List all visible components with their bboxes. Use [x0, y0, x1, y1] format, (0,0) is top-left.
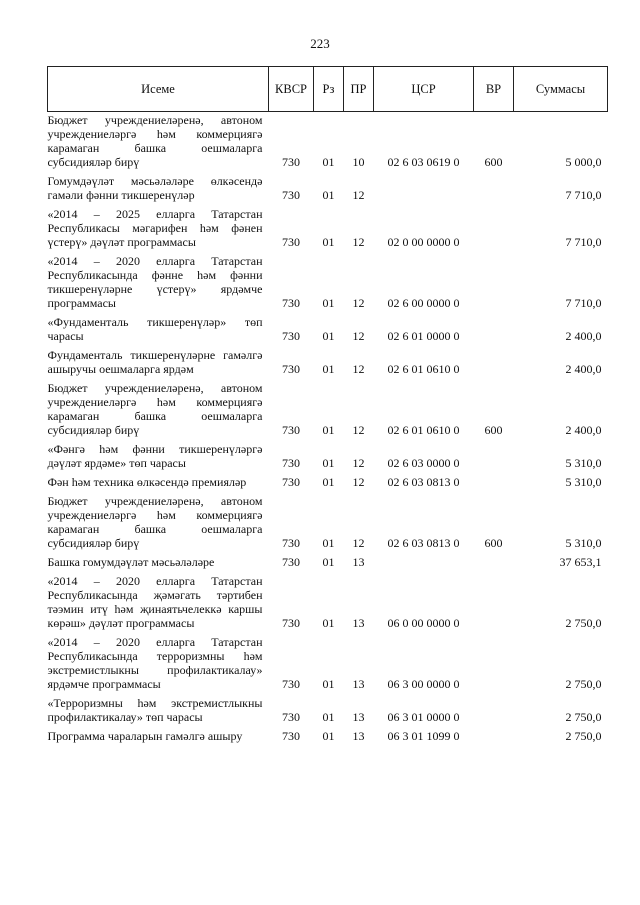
cell-kvsr: 730: [282, 710, 300, 724]
cell-pr: 12: [352, 475, 365, 489]
cell-pr: 12: [352, 536, 365, 550]
cell-vr: [474, 207, 514, 254]
cell-rz: 01: [322, 555, 335, 569]
cell-sum: 5 000,0: [565, 155, 602, 169]
header-name: Исеме: [48, 67, 269, 112]
cell-rz: 01: [322, 423, 335, 437]
cell-sum: 7 710,0: [565, 188, 602, 202]
table-row: [48, 574, 608, 635]
table-header-row: [48, 67, 608, 112]
cell-vr: [474, 574, 514, 635]
cell-pr: 12: [352, 423, 365, 437]
cell-csr: 06 3 01 0000 0: [387, 710, 460, 724]
cell-name: Фундаменталь тикшеренүләрне гамәлгә ашыручы оешмаларга ярдәм: [47, 348, 263, 376]
table-row: [48, 494, 608, 555]
cell-csr: [374, 555, 474, 574]
cell-rz: 01: [322, 536, 335, 550]
cell-sum: 2 400,0: [565, 423, 602, 437]
cell-pr: 12: [352, 296, 365, 310]
table-row: [48, 635, 608, 696]
cell-kvsr: 730: [282, 155, 300, 169]
cell-vr: 600: [484, 536, 503, 550]
header-rz: Рз: [314, 67, 344, 112]
cell-vr: 600: [484, 423, 503, 437]
cell-rz: 01: [322, 729, 335, 743]
cell-kvsr: 730: [282, 536, 300, 550]
table-row: [48, 207, 608, 254]
cell-rz: 01: [322, 710, 335, 724]
cell-name: Бюджет учреждениеләренә, автоном учреждениеләргә һәм коммерциягә карамаган башка оешмаларга субсидияләр бирү: [47, 494, 263, 550]
cell-vr: [474, 729, 514, 748]
cell-rz: 01: [322, 329, 335, 343]
cell-kvsr: 730: [282, 235, 300, 249]
cell-csr: 02 0 00 0000 0: [387, 235, 460, 249]
table-row: [48, 254, 608, 315]
cell-name: Гомумдәүләт мәсьәләләре өлкәсендә гамәли фәнни тикшеренүләр: [47, 174, 263, 202]
cell-pr: 12: [352, 362, 365, 376]
cell-name: «2014 – 2020 елларга Татарстан Республикасында фәнне һәм фәнни тикшеренүләрне үстерү» ярдәмче программасы: [47, 254, 263, 310]
cell-csr: 02 6 03 0000 0: [387, 456, 460, 470]
cell-csr: 02 6 03 0619 0: [387, 155, 460, 169]
cell-vr: 600: [484, 155, 503, 169]
cell-pr: 13: [352, 710, 365, 724]
cell-name: «2014 – 2025 елларга Татарстан Республикасы мәгарифен һәм фәнен үстерү» дәүләт программасы: [47, 207, 263, 249]
table-row: [48, 442, 608, 475]
cell-vr: [474, 555, 514, 574]
header-sum: Суммасы: [514, 67, 608, 112]
cell-kvsr: 730: [282, 475, 300, 489]
cell-kvsr: 730: [282, 616, 300, 630]
cell-kvsr: 730: [282, 456, 300, 470]
cell-sum: 2 750,0: [565, 710, 602, 724]
cell-sum: 2 400,0: [565, 329, 602, 343]
cell-vr: [474, 174, 514, 207]
cell-pr: 13: [352, 616, 365, 630]
cell-pr: 13: [352, 677, 365, 691]
cell-name: «Фәнгә һәм фәнни тикшеренүләргә дәүләт ярдәме» төп чарасы: [47, 442, 263, 470]
cell-kvsr: 730: [282, 729, 300, 743]
table-row: [48, 348, 608, 381]
cell-sum: 5 310,0: [565, 536, 602, 550]
page-number: 223: [310, 36, 330, 51]
cell-kvsr: 730: [282, 677, 300, 691]
cell-csr: 02 6 00 0000 0: [387, 296, 460, 310]
budget-table: [47, 66, 608, 748]
table-row: [48, 315, 608, 348]
cell-csr: 02 6 03 0813 0: [387, 536, 460, 550]
table-row: [48, 174, 608, 207]
cell-vr: [474, 696, 514, 729]
cell-name: «Фундаменталь тикшеренүләр» төп чарасы: [47, 315, 263, 343]
header-kvsr: КВСР: [269, 67, 314, 112]
cell-name: «2014 – 2020 елларга Татарстан Республикасында терроризмны һәм экстремистлыкны профилактикалау» ярдәмче программасы: [47, 635, 263, 691]
cell-sum: 5 310,0: [565, 475, 602, 489]
cell-kvsr: 730: [282, 188, 300, 202]
cell-csr: 02 6 03 0813 0: [387, 475, 460, 489]
cell-pr: 12: [352, 188, 365, 202]
cell-sum: 2 750,0: [565, 677, 602, 691]
cell-rz: 01: [322, 475, 335, 489]
cell-vr: [474, 635, 514, 696]
table-row: [48, 696, 608, 729]
cell-pr: 13: [352, 555, 365, 569]
cell-sum: 2 750,0: [565, 616, 602, 630]
table-row: [48, 381, 608, 442]
cell-rz: 01: [322, 456, 335, 470]
cell-rz: 01: [322, 155, 335, 169]
cell-name: «2014 – 2020 елларга Татарстан Республикасында җәмәгать тәртибен тәэмин итү һәм җинаятьчелеккә каршы көрәш» дәүләт программасы: [47, 574, 263, 630]
cell-csr: 06 3 01 1099 0: [387, 729, 460, 743]
cell-sum: 5 310,0: [565, 456, 602, 470]
cell-sum: 2 400,0: [565, 362, 602, 376]
cell-pr: 10: [352, 155, 365, 169]
cell-sum: 7 710,0: [565, 235, 602, 249]
cell-name: «Терроризмны һәм экстремистлыкны профилактикалау» төп чарасы: [47, 696, 263, 724]
cell-csr: 02 6 01 0610 0: [387, 423, 460, 437]
cell-kvsr: 730: [282, 329, 300, 343]
table-row: [48, 555, 608, 574]
cell-pr: 13: [352, 729, 365, 743]
header-vr: ВР: [474, 67, 514, 112]
cell-sum: 7 710,0: [565, 296, 602, 310]
cell-name: Программа чараларын гамәлгә ашыру: [47, 729, 243, 743]
cell-pr: 12: [352, 456, 365, 470]
cell-rz: 01: [322, 677, 335, 691]
cell-rz: 01: [322, 362, 335, 376]
cell-pr: 12: [352, 235, 365, 249]
cell-vr: [474, 254, 514, 315]
cell-rz: 01: [322, 188, 335, 202]
cell-kvsr: 730: [282, 296, 300, 310]
cell-csr: 06 0 00 0000 0: [387, 616, 460, 630]
cell-pr: 12: [352, 329, 365, 343]
cell-vr: [474, 475, 514, 494]
cell-csr: 02 6 01 0610 0: [387, 362, 460, 376]
header-csr: ЦСР: [374, 67, 474, 112]
cell-name: Фән һәм техника өлкәсендә премияләр: [47, 475, 247, 489]
cell-sum: 37 653,1: [559, 555, 602, 569]
header-pr: ПР: [344, 67, 374, 112]
cell-vr: [474, 348, 514, 381]
cell-vr: [474, 315, 514, 348]
cell-name: Башка гомумдәүләт мәсьәләләре: [47, 555, 215, 569]
table-row: [48, 729, 608, 748]
cell-name: Бюджет учреждениеләренә, автоном учреждениеләргә һәм коммерциягә карамаган башка оешмаларга субсидияләр бирү: [47, 381, 263, 437]
table-row: [48, 475, 608, 494]
cell-sum: 2 750,0: [565, 729, 602, 743]
table-row: [48, 112, 608, 175]
cell-kvsr: 730: [282, 555, 300, 569]
cell-kvsr: 730: [282, 423, 300, 437]
cell-rz: 01: [322, 235, 335, 249]
cell-rz: 01: [322, 616, 335, 630]
table-body: [48, 112, 608, 749]
cell-csr: 06 3 00 0000 0: [387, 677, 460, 691]
cell-kvsr: 730: [282, 362, 300, 376]
cell-csr: [374, 174, 474, 207]
cell-name: Бюджет учреждениеләренә, автоном учреждениеләргә һәм коммерциягә карамаган башка оешмаларга субсидияләр бирү: [47, 113, 263, 169]
cell-vr: [474, 442, 514, 475]
cell-csr: 02 6 01 0000 0: [387, 329, 460, 343]
cell-rz: 01: [322, 296, 335, 310]
